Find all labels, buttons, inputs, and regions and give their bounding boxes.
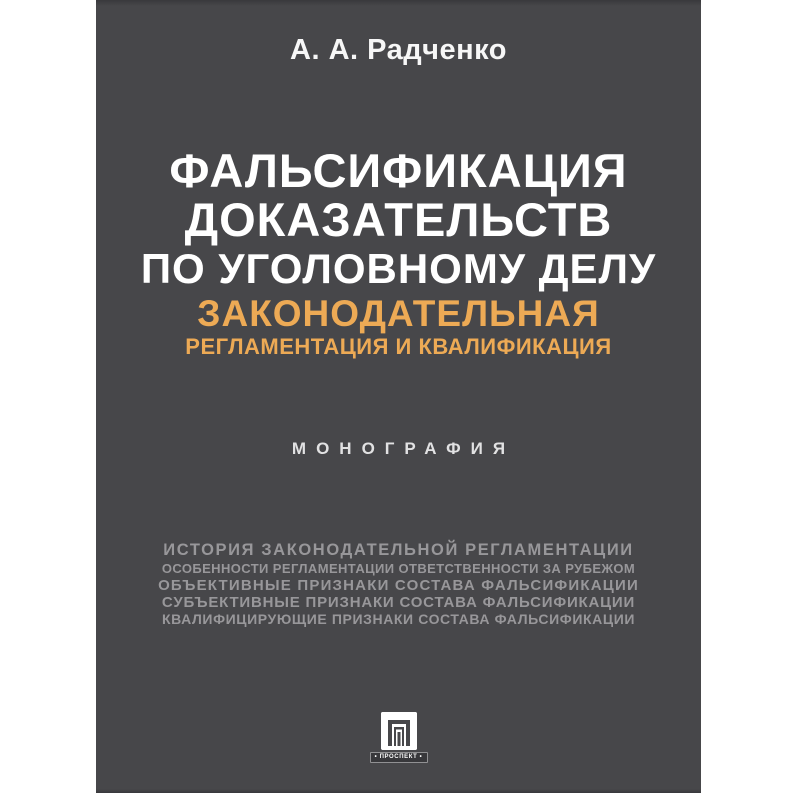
topic-item: КВАЛИФИЦИРУЮЩИЕ ПРИЗНАКИ СОСТАВА ФАЛЬСИФИКАЦИИ xyxy=(161,611,636,627)
title-line: ДОКАЗАТЕЛЬСТВ xyxy=(184,193,613,246)
topic-item: ОСОБЕННОСТИ РЕГЛАМЕНТАЦИИ ОТВЕТСТВЕННОСТИ ЗА РУБЕЖОМ xyxy=(161,561,636,576)
title-line: ПО УГОЛОВНОМУ ДЕЛУ xyxy=(140,245,657,292)
author-name: А. А. Радченко xyxy=(290,34,507,66)
topic-item: СУБЪЕКТИВНЫЕ ПРИЗНАКИ СОСТАВА ФАЛЬСИФИКАЦИИ xyxy=(161,594,636,611)
subtitle-line: ЗАКОНОДАТЕЛЬНАЯ xyxy=(197,293,600,334)
title-block xyxy=(96,146,701,359)
publisher-colophon xyxy=(370,712,428,763)
topic-item: ОБЪЕКТИВНЫЕ ПРИЗНАКИ СОСТАВА ФАЛЬСИФИКАЦИИ xyxy=(158,577,639,594)
subtitle-line: РЕГЛАМЕНТАЦИЯ И КВАЛИФИКАЦИЯ xyxy=(185,334,612,359)
topic-item: ИСТОРИЯ ЗАКОНОДАТЕЛЬНОЙ РЕГЛАМЕНТАЦИИ xyxy=(163,541,634,559)
prospekt-logo-icon xyxy=(381,712,417,750)
publisher-name-label: • ПРОСПЕКТ • xyxy=(370,752,428,763)
edition-label: МОНОГРАФИЯ xyxy=(291,439,516,458)
book-cover xyxy=(96,0,701,793)
title-line: ФАЛЬСИФИКАЦИЯ xyxy=(169,144,628,197)
topics-list xyxy=(96,541,701,627)
